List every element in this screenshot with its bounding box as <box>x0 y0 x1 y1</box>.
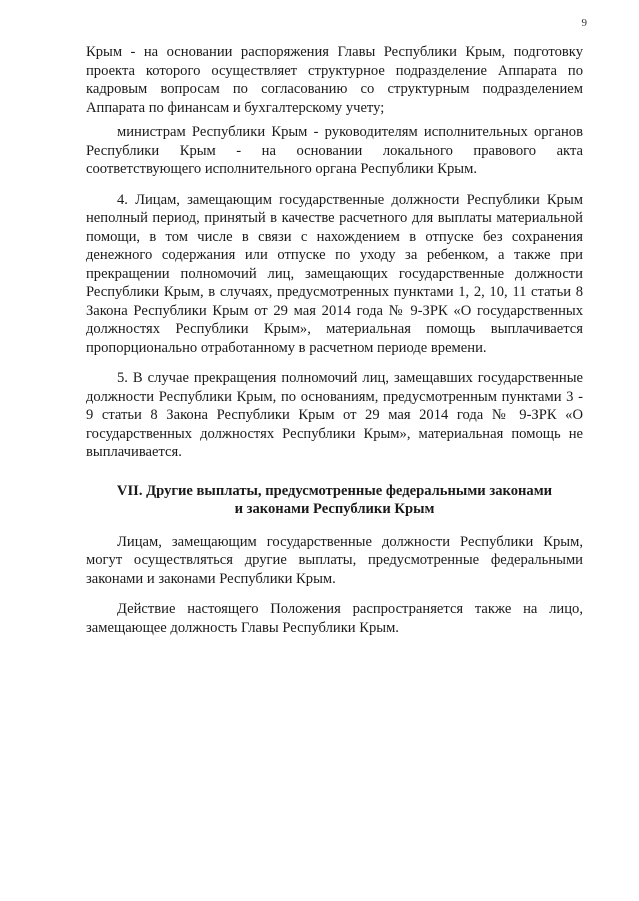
section-heading-line-2: и законами Республики Крым <box>234 501 435 517</box>
paragraph-item-5: 5. В случае прекращения полномочий лиц, замещавших государственные должности Республики Крым, по основаниям, предусмотренным пунктами 3 - 9 статьи 8 Закона Республики Крым от 29 мая 2014 года № 9-ЗРК «О государственных должностях Республики Крым», материальная помощь не выплачивается. <box>86 370 583 460</box>
section-heading-line-1: VII. Другие выплаты, предусмотренные федеральными законами <box>116 482 553 499</box>
paragraph-other-payments: Лицам, замещающим государственные должности Республики Крым, могут осуществляться другие выплаты, предусмотренные федеральными законами и законами Республики Крым. <box>86 533 583 587</box>
paragraph-head-of-republic: Действие настоящего Положения распространяется также на лицо, замещающее должность Главы Республики Крым. <box>86 601 583 636</box>
document-body <box>86 43 583 637</box>
page-number: 9 <box>581 17 587 29</box>
paragraph-item-4: 4. Лицам, замещающим государственные должности Республики Крым неполный период, принятый в качестве расчетного для выплаты материальной помощи, в том числе в связи с нахождением в отпуске без сохранения денежного содержания или отпуске по уходу за ребенком, а также при прекращении полномочий лиц, замещающих государственные должности Республики Крым, в случаях, предусмотренных пунктами 1, 2, 10, 11 статьи 8 Закона Республики Крым от 29 мая 2014 года № 9-ЗРК «О государственных должностях Республики Крым», материальная помощь выплачивается пропорционально отработанному в расчетном периоде времени. <box>86 191 583 356</box>
paragraph-ministers: министрам Республики Крым - руководителям исполнительных органов Республики Крым - на основании локального правового акта соответствующего исполнительного органа Республики Крым. <box>86 124 583 177</box>
paragraph-continuation: Крым - на основании распоряжения Главы Республики Крым, подготовку проекта которого осуществляет структурное подразделение Аппарата по кадровым вопросам по согласованию со структурным подразделением Аппарата по финансам и бухгалтерскому учету; <box>86 44 583 116</box>
